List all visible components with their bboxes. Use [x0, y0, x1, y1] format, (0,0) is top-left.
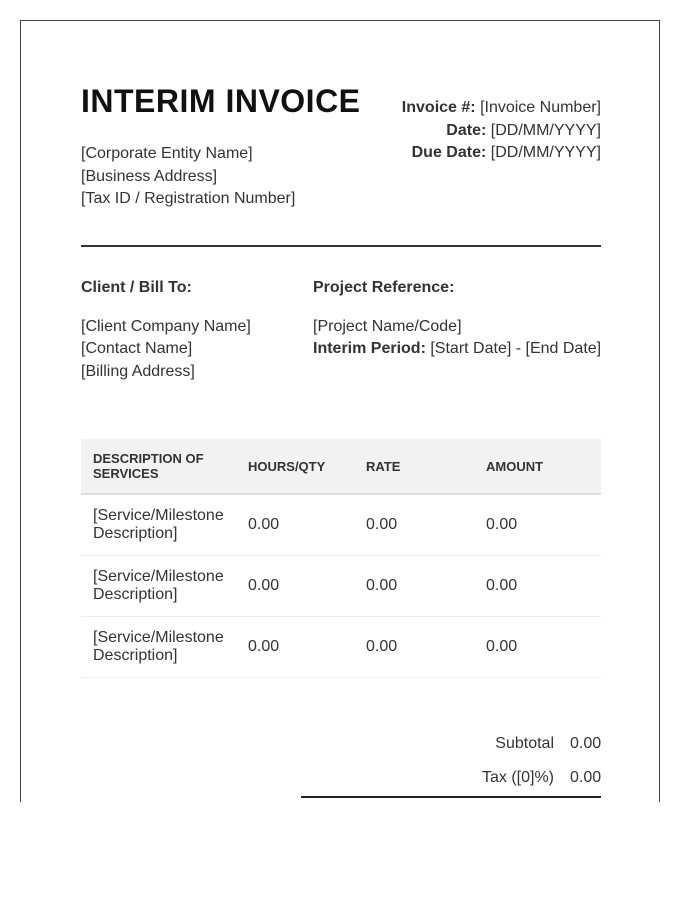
due-date-value: [DD/MM/YYYY] — [490, 144, 601, 161]
row-hours-qty: 0.00 — [236, 556, 354, 617]
row-hours-qty: 0.00 — [236, 494, 354, 556]
row-description: [Service/Milestone Description] — [81, 617, 236, 678]
invoice-date-label: Date: — [446, 121, 487, 139]
table-header-row — [81, 439, 601, 494]
sender-address: [Business Address] — [81, 167, 218, 185]
due-date-label: Due Date: — [411, 144, 487, 161]
invoice-date-value: [DD/MM/YYYY] — [490, 121, 601, 139]
client-heading: Client / Bill To: — [81, 279, 192, 296]
sender-block — [81, 143, 295, 211]
table-row — [81, 494, 601, 556]
project-block — [313, 277, 601, 361]
row-amount: 0.00 — [474, 494, 601, 556]
interim-period-value: [Start Date] - [End Date] — [430, 340, 602, 357]
invoice-number-line — [402, 97, 601, 120]
header-description: DESCRIPTION OF SERVICES — [81, 439, 236, 494]
services-table — [81, 439, 601, 678]
invoice-number-label: Invoice #: — [401, 99, 476, 116]
row-rate: 0.00 — [354, 556, 474, 617]
client-company: [Client Company Name] — [81, 317, 251, 335]
project-name: [Project Name/Code] — [313, 317, 462, 335]
client-block — [81, 277, 251, 383]
row-rate: 0.00 — [354, 494, 474, 556]
subtotal-value: 0.00 — [570, 735, 602, 752]
header-hours-qty: HOURS/QTY — [236, 439, 354, 494]
table-row — [81, 617, 601, 678]
row-amount: 0.00 — [474, 617, 601, 678]
header-divider — [81, 245, 601, 247]
row-description: [Service/Milestone Description] — [81, 556, 236, 617]
invoice-page — [20, 20, 660, 802]
services-table-wrap — [81, 439, 601, 678]
totals-block — [482, 733, 601, 801]
interim-period-line — [313, 338, 601, 361]
row-rate: 0.00 — [354, 617, 474, 678]
row-description: [Service/Milestone Description] — [81, 494, 236, 556]
subtotal-row — [482, 733, 601, 767]
due-date-line — [402, 142, 601, 165]
project-heading: Project Reference: — [313, 279, 455, 296]
interim-period-label: Interim Period: — [313, 340, 426, 357]
row-hours-qty: 0.00 — [236, 617, 354, 678]
sender-entity: [Corporate Entity Name] — [81, 145, 253, 162]
invoice-date-line — [402, 120, 601, 143]
client-contact: [Contact Name] — [81, 340, 193, 357]
row-amount: 0.00 — [474, 556, 601, 617]
subtotal-label: Subtotal — [495, 735, 554, 752]
invoice-number-value: [Invoice Number] — [480, 99, 601, 116]
sender-tax-id: [Tax ID / Registration Number] — [81, 190, 296, 207]
tax-value: 0.00 — [570, 769, 602, 786]
header-rate: RATE — [354, 439, 474, 494]
totals-divider — [301, 796, 601, 798]
client-address: [Billing Address] — [81, 362, 195, 380]
invoice-title: INTERIM INVOICE — [81, 83, 361, 119]
header-amount: AMOUNT — [474, 439, 601, 494]
table-row — [81, 556, 601, 617]
tax-label: Tax ([0]%) — [481, 769, 554, 786]
invoice-meta — [402, 97, 601, 165]
